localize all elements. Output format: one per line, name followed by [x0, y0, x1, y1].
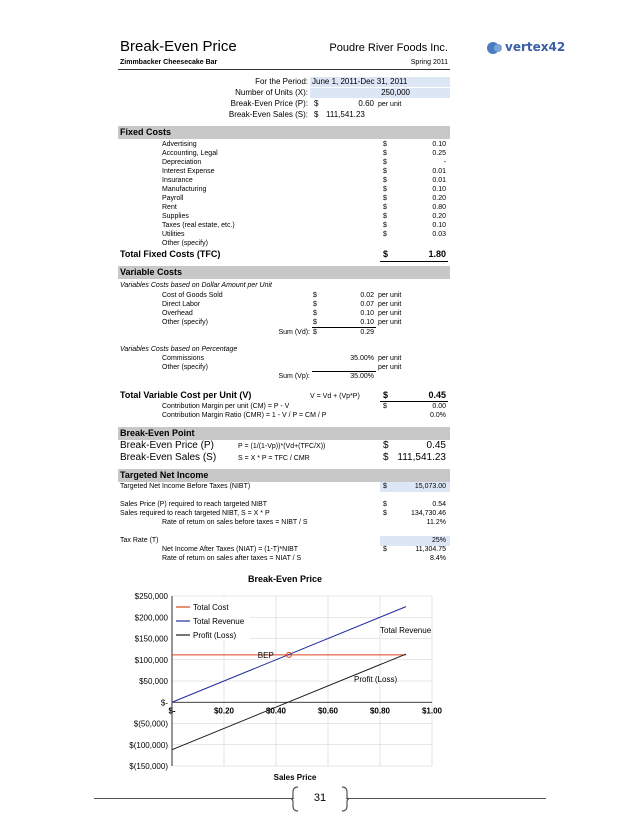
variable-cost-label: Overhead	[162, 310, 193, 317]
variable-cost-unit: per unit	[378, 310, 402, 317]
units-label: Number of Units (X):	[235, 88, 308, 97]
page-title: Break-Even Price	[120, 38, 237, 55]
target-title: Targeted Net Income	[120, 470, 209, 480]
chart-annotation: Total Revenue	[380, 626, 432, 635]
sum-vd-label: Sum (Vd):	[278, 329, 310, 336]
total-variable-formula: V = Vd + (Vp*P)	[310, 393, 360, 400]
variable-cost-value[interactable]: 0.02	[360, 292, 374, 299]
bep-price-cur: $	[314, 99, 319, 108]
sr-label: Sales required to reach targeted NIBT, S = X * P	[120, 510, 270, 517]
fixed-cost-cur: $	[383, 150, 387, 157]
total-fixed-cur: $	[383, 249, 389, 259]
fixed-cost-cur: $	[383, 168, 387, 175]
fixed-cost-label: Taxes (real estate, etc.)	[162, 222, 235, 229]
chart-title: Break-Even Price	[247, 574, 323, 584]
chart-annotation: Profit (Loss)	[354, 674, 398, 684]
y-tick-label: $-	[160, 698, 168, 708]
bep-price-value: 0.60	[358, 99, 374, 108]
cm-label: Contribution Margin per unit (CM) = P - V	[162, 403, 290, 410]
bep-price-label: Break-Even Price (P):	[230, 99, 308, 108]
header-rule	[118, 69, 450, 70]
total-fixed-underline	[380, 261, 448, 262]
bep-sales-row-cur: $	[383, 452, 389, 463]
variable-cost-cur: $	[313, 292, 317, 299]
variable-cost-unit: per unit	[378, 319, 402, 326]
y-tick-label: $(150,000)	[129, 762, 168, 771]
sp-value: 0.54	[432, 501, 446, 508]
ror-label: Rate of return on sales before taxes = NIBT / S	[162, 519, 308, 526]
bep-sales-value: 111,541.23	[326, 110, 365, 119]
fixed-cost-value[interactable]: 0.80	[432, 204, 446, 211]
fixed-cost-label: Depreciation	[162, 159, 202, 166]
fixed-cost-label: Supplies	[162, 213, 189, 220]
fixed-cost-label: Rent	[162, 204, 177, 211]
fixed-cost-value[interactable]: 0.10	[432, 141, 446, 148]
sp-label: Sales Price (P) required to reach targeted NIBT	[120, 501, 268, 508]
cmr-label: Contribution Margin Ratio (CMR) = 1 - V / P = CM / P	[162, 412, 327, 419]
total-variable-label: Total Variable Cost per Unit (V)	[120, 390, 252, 400]
variable-cost-unit: per unit	[378, 301, 402, 308]
variable-cost-value[interactable]: 0.07	[360, 301, 374, 308]
y-tick-label: $250,000	[134, 592, 168, 601]
logo-text: vertex42	[505, 40, 566, 54]
sp-cur: $	[383, 501, 387, 508]
subtitle: Zimmbacker Cheesecake Bar	[120, 59, 218, 66]
fixed-cost-cur: $	[383, 186, 387, 193]
bep-price-unit: per unit	[378, 101, 402, 108]
nibt-label: Targeted Net Income Before Taxes (NIBT)	[120, 483, 251, 490]
chart-annotation: BEP	[257, 650, 274, 660]
page-number-bracket-left	[290, 786, 300, 812]
variable-cost-label: Direct Labor	[162, 301, 201, 308]
pct-cost-value[interactable]: 35.00%	[350, 355, 374, 362]
cmr-value: 0.0%	[430, 412, 446, 419]
ror-value: 11.2%	[426, 519, 446, 526]
units-value[interactable]: 250,000	[381, 88, 410, 97]
variable-cost-cur: $	[313, 319, 317, 326]
sum-vd-cur: $	[313, 329, 317, 336]
variable-cost-label: Cost of Goods Sold	[162, 292, 223, 299]
sum-vp-label: Sum (Vp):	[278, 373, 310, 380]
fixed-cost-label: Advertising	[162, 141, 197, 148]
variable-cost-cur: $	[313, 301, 317, 308]
x-tick-label: $1.00	[421, 706, 443, 716]
tax-label: Tax Rate (T)	[120, 537, 159, 544]
fixed-cost-value[interactable]: 0.20	[432, 195, 446, 202]
bep-price-formula: P = (1/(1-Vp))*(Vd+(TFC/X))	[238, 443, 326, 450]
y-tick-label: $50,000	[139, 677, 168, 686]
y-tick-label: $150,000	[134, 634, 168, 644]
bep-sales-cur: $	[314, 110, 319, 119]
logo-icon	[486, 41, 504, 55]
fixed-cost-label: Insurance	[162, 177, 193, 184]
variable-cost-label: Other (specify)	[162, 319, 208, 326]
variable-cost-value[interactable]: 0.10	[360, 319, 374, 326]
logo	[486, 40, 586, 56]
fixed-cost-label: Interest Expense	[162, 168, 215, 175]
sr-value: 134,730.46	[410, 510, 446, 517]
fixed-cost-value[interactable]: 0.10	[432, 186, 446, 193]
fixed-cost-value[interactable]: 0.20	[432, 213, 446, 220]
fixed-cost-value[interactable]: 0.01	[432, 177, 446, 184]
season-label: Spring 2011	[410, 59, 448, 66]
bep-price-row-label: Break-Even Price (P)	[120, 440, 214, 451]
legend-label: Total Cost	[193, 603, 229, 612]
pct-cost-label: Commissions	[162, 355, 205, 362]
fixed-cost-cur: $	[383, 159, 387, 166]
fixed-cost-label: Accounting, Legal	[162, 150, 218, 157]
sum-vd-value: 0.29	[360, 329, 374, 336]
pct-heading: Variables Costs based on Percentage	[120, 346, 238, 353]
x-tick-label: $0.60	[317, 706, 339, 716]
bep-title: Break-Even Point	[120, 428, 195, 438]
niat-label: Net Income After Taxes (NIAT) = (1-T)*NIBT	[162, 546, 299, 553]
y-tick-label: $(50,000)	[133, 719, 168, 729]
bep-sales-row-value: 111,541.23	[397, 452, 446, 463]
fixed-cost-label: Manufacturing	[162, 186, 207, 193]
fixed-cost-cur: $	[383, 213, 387, 220]
per-unit-heading: Variables Costs based on Dollar Amount per Unit	[120, 282, 273, 289]
variable-cost-unit: per unit	[378, 292, 402, 299]
fixed-cost-value[interactable]: -	[443, 159, 446, 166]
break-even-chart	[0, 570, 638, 782]
fixed-cost-value[interactable]: 0.25	[432, 150, 446, 157]
fixed-cost-cur: $	[383, 141, 387, 148]
nibt-value[interactable]: 15,073.00	[414, 483, 446, 490]
page-number-bracket-right	[340, 786, 350, 812]
total-variable-cur: $	[383, 390, 389, 400]
x-tick-label: $0.80	[369, 706, 391, 716]
nibt-cur: $	[383, 483, 387, 490]
pct-cost-unit: per unit	[378, 364, 402, 371]
bep-price-row-value: 0.45	[426, 440, 446, 451]
total-fixed-value: 1.80	[428, 249, 446, 259]
cm-cur: $	[383, 403, 387, 410]
y-tick-label: $100,000	[134, 655, 168, 665]
niat-cur: $	[383, 546, 387, 553]
y-tick-label: $200,000	[134, 613, 168, 623]
niat-value: 11,304.75	[415, 546, 446, 553]
total-fixed-label: Total Fixed Costs (TFC)	[120, 249, 221, 259]
fixed-cost-label: Payroll	[162, 195, 184, 202]
fixed-cost-value[interactable]: 0.01	[432, 168, 446, 175]
fixed-cost-label: Utilities	[162, 231, 185, 238]
x-axis-title: Sales Price	[273, 773, 317, 782]
fixed-cost-value[interactable]: 0.03	[432, 231, 446, 238]
variable-costs-title: Variable Costs	[120, 267, 183, 277]
page-number: 31	[313, 792, 327, 804]
pct-cost-label: Other (specify)	[162, 364, 208, 371]
sr-cur: $	[383, 510, 387, 517]
fixed-cost-value[interactable]: 0.10	[432, 222, 446, 229]
fixed-costs-title: Fixed Costs	[120, 127, 172, 137]
legend-label: Total Revenue	[193, 617, 245, 626]
bep-sales-row-label: Break-Even Sales (S)	[120, 452, 217, 463]
pct-cost-unit: per unit	[378, 355, 402, 362]
legend-label: Profit (Loss)	[193, 631, 237, 640]
variable-cost-cur: $	[313, 310, 317, 317]
company-name: Poudre River Foods Inc.	[329, 42, 448, 54]
total-variable-value: 0.45	[428, 390, 446, 400]
footer-rule-right	[346, 798, 546, 799]
period-label: For the Period:	[255, 77, 308, 86]
footer-rule-left	[94, 798, 294, 799]
fixed-cost-cur: $	[383, 177, 387, 184]
cm-value: 0.00	[432, 403, 446, 410]
fixed-cost-cur: $	[383, 222, 387, 229]
fixed-cost-cur: $	[383, 204, 387, 211]
fixed-cost-cur: $	[383, 231, 387, 238]
bep-price-row-cur: $	[383, 440, 389, 451]
fixed-cost-label: Other (specify)	[162, 240, 208, 247]
fixed-cost-cur: $	[383, 195, 387, 202]
y-tick-label: $(100,000)	[129, 740, 168, 750]
period-value[interactable]: June 1, 2011-Dec 31, 2011	[312, 77, 408, 86]
ror2-value: 8.4%	[430, 555, 446, 562]
ror2-label: Rate of return on sales after taxes = NIAT / S	[162, 555, 302, 562]
x-tick-label: $0.20	[213, 706, 235, 716]
sum-vp-value: 35.00%	[350, 373, 374, 380]
x-tick-label: $-	[168, 706, 176, 716]
bep-sales-label: Break-Even Sales (S):	[228, 110, 308, 119]
x-tick-label: $0.40	[265, 706, 287, 716]
tax-value[interactable]: 25%	[431, 537, 446, 544]
variable-cost-value[interactable]: 0.10	[360, 310, 374, 317]
bep-sales-formula: S = X * P = TFC / CMR	[238, 455, 310, 462]
